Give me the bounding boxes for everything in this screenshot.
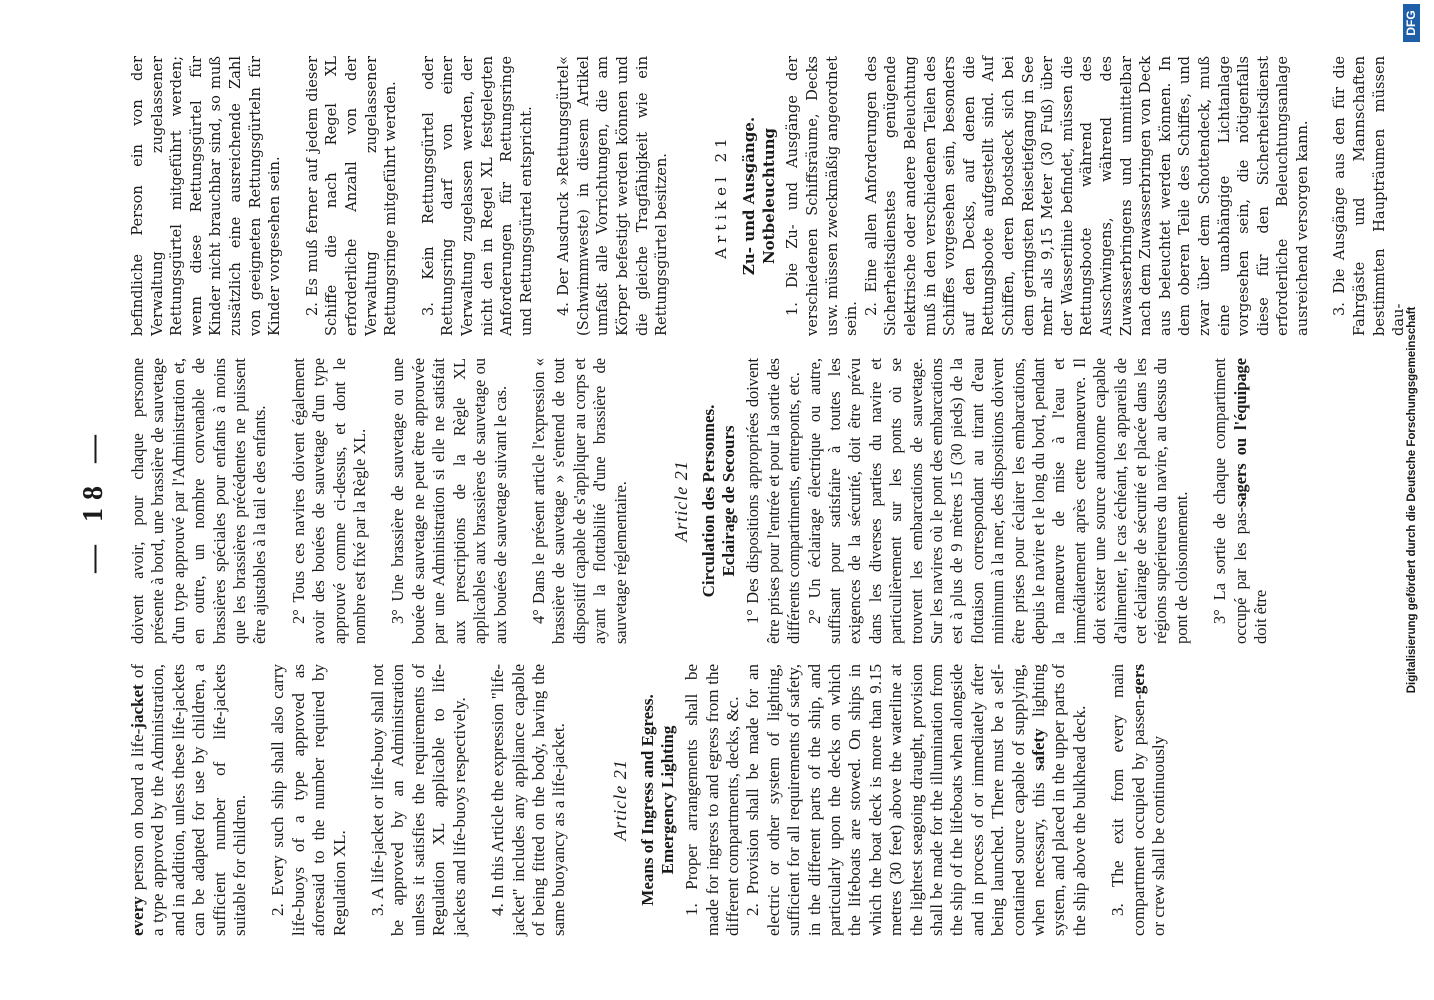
en-p1-bold-2: jacket xyxy=(128,684,147,729)
french-column xyxy=(128,358,1308,644)
de-paragraph-4: 4. Der Ausdruck »Rettungsgürtel« (Schwimmweste) in diesem Artikel umfaßt alle Vorrichtungen, die am Körper befestigt werden können und die gleiche Tragfähigkeit wie ein Rettungsgürtel besitzen. xyxy=(555,56,671,336)
fr-paragraph-5: 1° Des dispositions appropriées doivent être prises pour l'entrée et pour la sortie des différents compartiments, entreponts, etc. xyxy=(743,358,804,644)
de-article-title: Zu- und Ausgänge. Notbeleuchtung xyxy=(740,116,779,276)
fr-paragraph-6: 2° Un éclairage électrique ou autre, suffisant pour satisfaire à toutes les exigences de la sécurité, doit être prévu dans les diverses parties du navire et particulièrement sur les ponts où se trouvent les embarcations de sauvetage. Sur les navires où le pont des embarcations est à plus de 9 mètres 15 (30 pieds) de la flottaison correspondant au tirant d'eau minimum à la mer, des dispositions doivent être prises pour éclairer les embarcations, depuis le navire et le long du bord, pendant la manœuvre de mise à l'eau et immédiatement après cette manœuvre. Il doit exister une source autonome capable d'alimenter, le cas échéant, les appareils de cet éclairage de sécurité et placée dans les régions supérieures du navire, au dessus du pont de cloisonnement. xyxy=(804,358,1191,644)
fr-paragraph-2: 2° Tous ces navires doivent également avoir des bouées de sauvetage d'un type approuvé comme ci-dessus, et dont le nombre est fixé par la Règle XL. xyxy=(288,358,370,644)
en-paragraph-1 xyxy=(128,664,250,936)
fr-paragraph-3: 3° Une brassière de sauvetage ou une bouée de sauvetage ne peut être approuvée par une Administration si elle ne satisfait aux prescriptions de la Règle XL applicables aux brassières de sauvetage ou aux bouées de sauvetage suivant le cas. xyxy=(388,358,510,644)
de-paragraph-6: 2. Eine allen Anforderungen des Sicherheitsdienstes genügende elektrische oder andere Beleuchtung muß in den verschiedenen Teilen des Schiffes vorgesehen sein, besonders auf den Decks, auf denen die Rettungsboote aufgestellt sind. Auf Schiffen, deren Bootsdeck sich bei dem geringsten Reisetiefgang in See mehr als 9,15 Meter (30 Fuß) über der Wasserlinie befindet, müssen die Rettungsboote während des Ausschwingens, während des Zuwasserbringens und unmittelbar nach dem Zuwasserbringen von Deck aus beleuchtet werden können. In dem oberen Teile des Schiffes, und zwar über dem Schottendeck, muß eine unabhängige Lichtanlage vorgesehen sein, die nötigenfalls diese für den Sicherheitsdienst erforderliche Beleuchtungsanlage ausreichend versorgen kann. xyxy=(862,56,1311,336)
en-title-line-1: Means of Ingress and Egress. xyxy=(638,694,658,906)
fr-p7-bold-1: sagers ou l'équipage xyxy=(1230,358,1250,508)
en-paragraph-3: 3. A life-jacket or life-buoy shall not be approved by an Administration unless it satisfies the requirements of Regulation XL applicable to life-jackets and life-buoys respectively. xyxy=(368,664,469,936)
en-article-title xyxy=(638,664,678,936)
fr-title-line-2: Eclairage de Secours xyxy=(719,425,739,577)
en-p1-text-1: person on board a life- xyxy=(128,728,147,897)
english-column xyxy=(128,664,1308,936)
fr-article-heading: Article 21 xyxy=(670,460,691,542)
en-p7-text-2: or crew shall be continuously xyxy=(1149,735,1169,936)
en-p1-bold-1: every xyxy=(128,896,147,936)
de-paragraph-7: 3. Die Ausgänge aus den für die Fahrgäste und Mannschaften bestimmten Haupträumen müssen dau- xyxy=(1331,56,1408,336)
fr-p7-text-1: 3° La sortie de chaque compartiment occupé par les pas- xyxy=(1210,358,1250,644)
en-paragraph-7 xyxy=(1108,664,1169,936)
page-number: — 18 — xyxy=(78,427,109,573)
de-paragraph-1: befindliche Person ein von der Verwaltung zugelassener Rettungsgürtel mitgeführt werden; wenn diese Rettungsgürtel für Kinder nicht brauchbar sind, so muß zusätzlich eine ausreichende Zahl von geeigneten Rettungsgürteln für Kinder vorgesehen sein. xyxy=(129,56,284,336)
fr-title-line-1: Circulation des Personnes. xyxy=(699,404,719,598)
en-p6-bold-1: safety xyxy=(1029,728,1049,771)
german-column xyxy=(128,56,1408,336)
de-paragraph-5: 1. Die Zu- und Ausgänge der verschiedenen Schiffsräume, Decks usw. müssen zweckmäßig angeordnet sein. xyxy=(784,56,861,336)
dfg-logo: DFG xyxy=(1403,4,1420,42)
fr-paragraph-4: 4° Dans le présent article l'expression « brassière de sauvetage » s'entend de tout dispositif capable de s'appliquer au corps et ayant la flottabilité d'une brassière de sauvetage réglementaire. xyxy=(528,358,630,644)
de-paragraph-2: 2. Es muß ferner auf jedem dieser Schiffe die nach Regel XL erforderliche Anzahl von der Verwaltung zugelassener Rettungsringe mitgeführt werden. xyxy=(303,56,400,336)
en-title-line-2: Emergency Lighting xyxy=(658,725,678,875)
en-paragraph-2: 2. Every such ship shall also carry life-buoys of a type approved as aforesaid to the number required by Regulation XL. xyxy=(268,664,349,936)
de-paragraph-3: 3. Kein Rettungsgürtel oder Rettungsring darf von einer Verwaltung zugelassen werden, der nicht den in Regel XL festgelegten Anforderungen für Rettungsringe und Rettungsgürtel entspricht. xyxy=(419,56,535,336)
de-article-heading: Artikel 21 xyxy=(711,133,730,259)
en-paragraph-6 xyxy=(743,664,1090,936)
en-p6-text-1: 2. Provision shall be made for an electric or other system of lighting, sufficient for all requirements of safety, in the different parts of the ship, and particularly upon the decks on which the lifeboats are stowed. On ships in which the boat deck is more than 9.15 metres (30 feet) above the waterline at the lightest seagoing draught, provision shall be made for the illumination from the ship of the lifeboats when alongside and in process of or immediately after being launched. There must be a self-contained source capable of supplying, when necessary, this xyxy=(743,664,1049,936)
en-p7-text-1: 3. The exit from every main compartment occupied by passen- xyxy=(1108,664,1148,936)
en-p6-text-2: lighting system, and placed in the upper parts of the ship above the bulkhead deck. xyxy=(1029,664,1089,936)
en-p1-text-2: of a type approved by the Administration, and in addition, unless these life-jackets can be adapted for use by children, a sufficient number of life-jackets suitable for children. xyxy=(128,663,250,936)
fr-article-title xyxy=(699,358,739,644)
digitization-credit: Digitalisierung gefördert durch die Deutsche Forschungsgemeinschaft xyxy=(1406,306,1418,694)
en-paragraph-4: 4. In this Article the expression "life-jacket" includes any appliance capable of being fitted on the body, having the same buoyancy as a life-jacket. xyxy=(488,664,569,936)
en-p7-bold-1: gers xyxy=(1128,664,1148,695)
en-paragraph-5: 1. Proper arrangements shall be made for ingress to and egress from the different compartments, decks, &c. xyxy=(682,664,742,936)
fr-paragraph-1: doivent avoir, pour chaque personne présente à bord, une brassière de sauvetage d'un type approuvé par l'Administration et, en outre, un nombre convenable de brassières spéciales pour enfants à moins que les brassières précédentes ne puissent être ajustables à la tail e des enfants. xyxy=(128,358,270,644)
fr-paragraph-7 xyxy=(1210,358,1271,644)
en-article-heading: Article 21 xyxy=(609,759,630,841)
fr-p7-text-2: doit être xyxy=(1251,589,1271,644)
